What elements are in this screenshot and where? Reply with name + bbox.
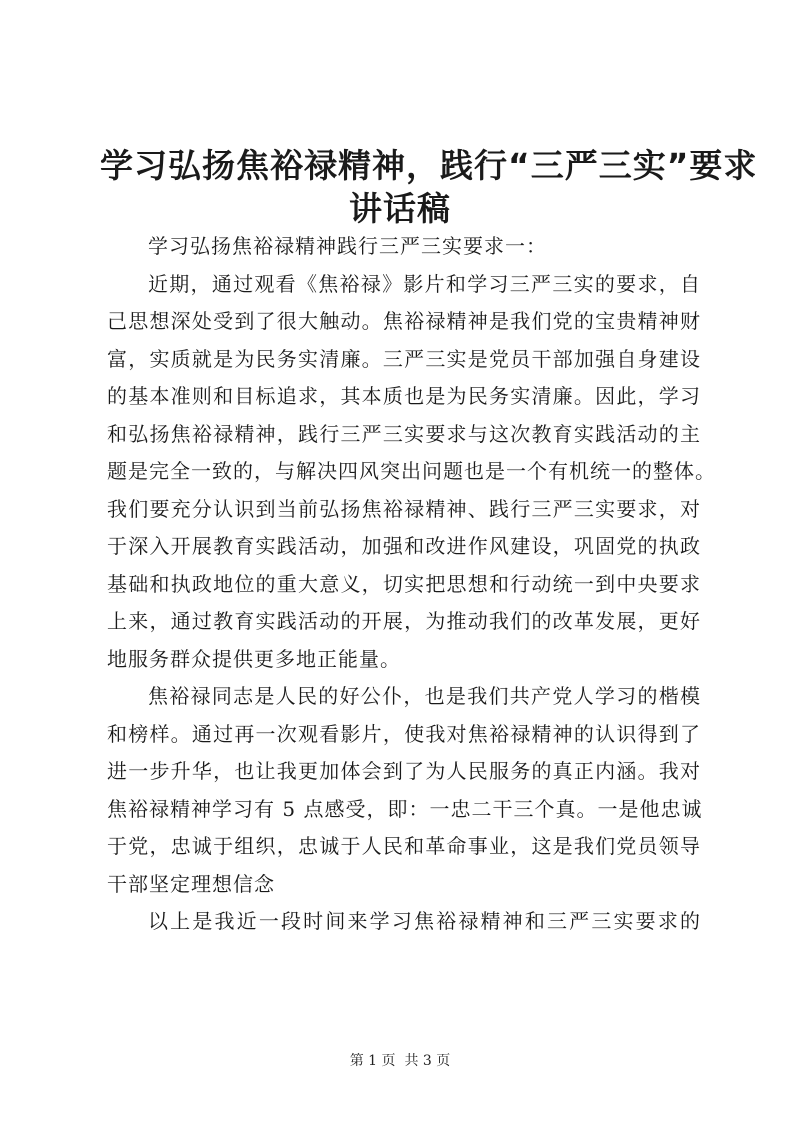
page-footer [0,1050,800,1070]
paragraph-line: 干部坚定理想信念 [107,871,275,896]
paragraph-line: 于深入开展教育实践活动，加强和改进作风建设，巩固党的执政 [107,534,701,558]
page-number-label: 第 1 页 共 3 页 [349,1053,451,1069]
paragraph-line: 上来，通过教育实践活动的开展，为推动我们的改革发展，更好 [107,609,701,633]
paragraph-line: 和弘扬焦裕禄精神，践行三严三实要求与这次教育实践活动的主 [107,421,701,446]
paragraph-line: 我们要充分认识到当前弘扬焦裕禄精神、践行三严三实要求，对 [107,496,701,521]
paragraph-line: 焦裕禄精神学习有 5 点感受，即：一忠二干三个真。一是他忠诚 [107,796,703,821]
paragraph-line: 以上是我近一段时间来学习焦裕禄精神和三严三实要求的 [148,909,701,933]
paragraph-line: 题是完全一致的，与解决四风突出问题也是一个有机统一的整体。 [107,459,716,483]
paragraph-line: 近期，通过观看《焦裕禄》影片和学习三严三实的要求，自 [148,271,701,296]
paragraph-1 [107,266,716,679]
document-title-line-1: 学习弘扬焦裕禄精神，践行“三严三实”要求 [100,146,758,185]
paragraph-line: 进一步升华，也让我更加体会到了为人民服务的真正内涵。我对 [107,759,701,783]
paragraph-line: 富，实质就是为民务实清廉。三严三实是党员干部加强自身建设 [107,346,701,371]
section-subtitle: 学习弘扬焦裕禄精神践行三严三实要求一： [148,234,547,258]
document-title-line-2: 讲话稿 [349,189,451,228]
paragraph-line: 地服务群众提供更多地正能量。 [107,646,401,671]
paragraph-line: 基础和执政地位的重大意义，切实把思想和行动统一到中央要求 [107,571,701,596]
document-body [107,228,716,941]
paragraph-3 [107,903,701,941]
paragraph-line: 的基本准则和目标追求，其本质也是为民务实清廉。因此，学习 [107,384,701,408]
paragraph-line: 和榜样。通过再一次观看影片，使我对焦裕禄精神的认识得到了 [107,721,701,746]
paragraph-line: 于党，忠诚于组织，忠诚于人民和革命事业，这是我们党员领导 [107,834,701,858]
paragraph-line: 己思想深处受到了很大触动。焦裕禄精神是我们党的宝贵精神财 [107,309,701,333]
paragraph-line: 焦裕禄同志是人民的好公仆，也是我们共产党人学习的楷模 [148,684,701,708]
paragraph-2 [107,678,701,903]
